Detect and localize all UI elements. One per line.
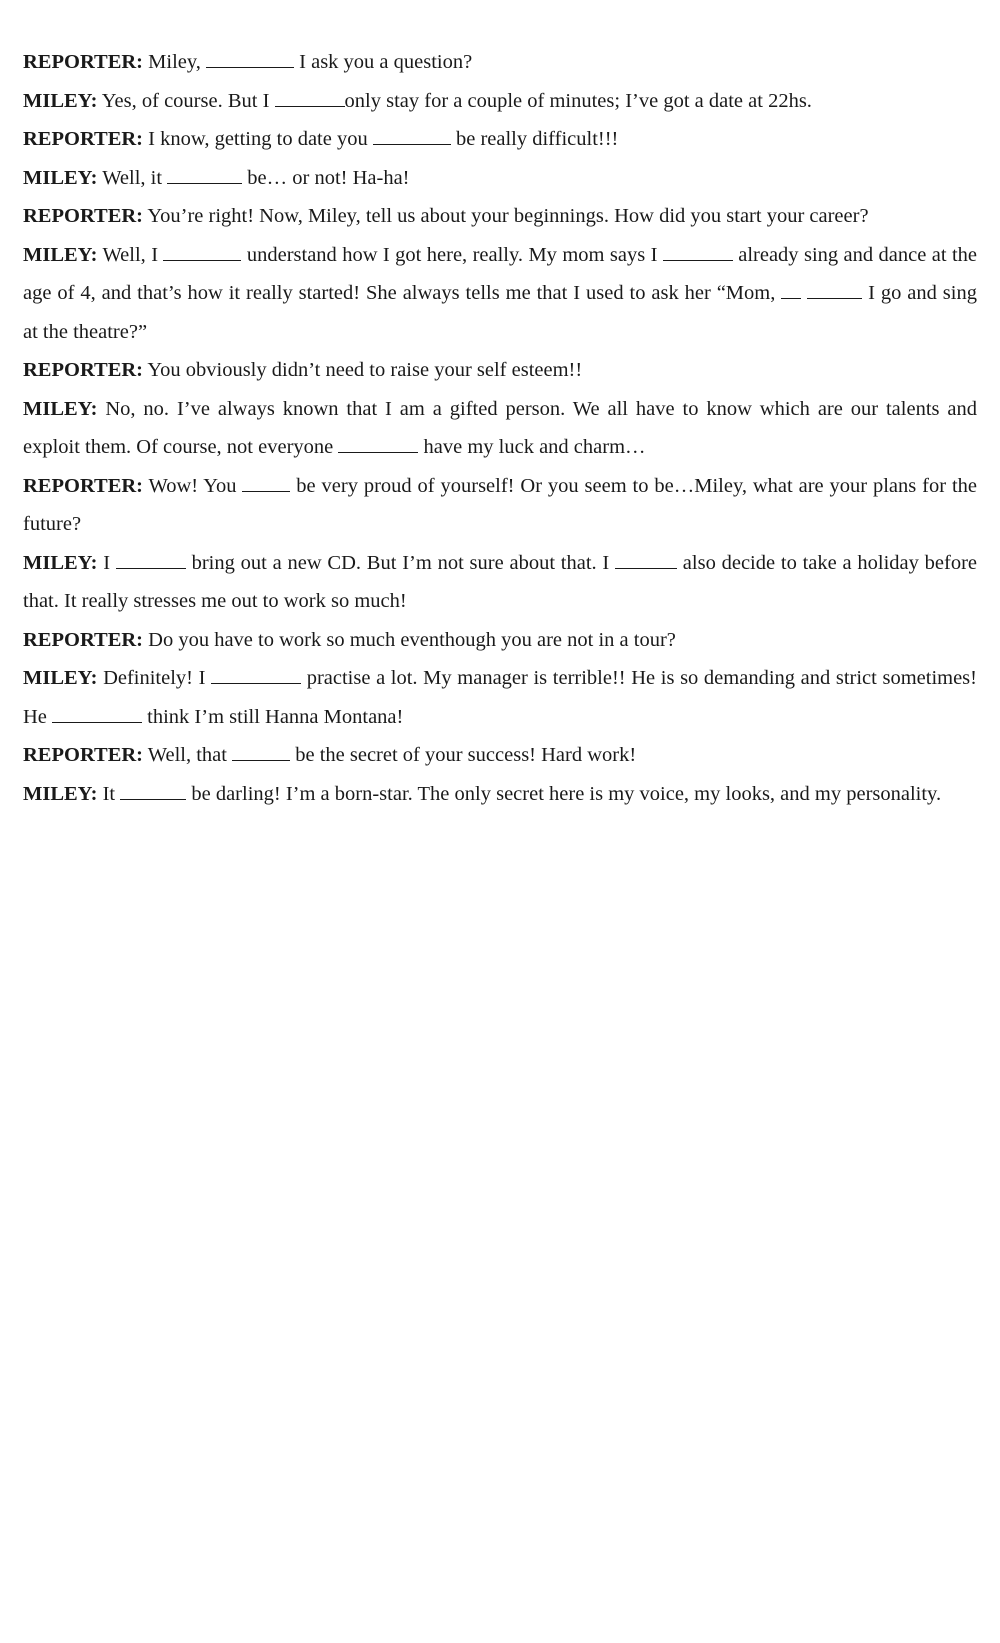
dialogue-text: understand how I got here, really. My mom says I xyxy=(241,243,663,266)
speaker-label: MILEY: xyxy=(23,166,98,189)
dialogue-text: Definitely! I xyxy=(97,667,212,689)
speaker-label: REPORTER: xyxy=(23,628,144,651)
dialogue-line xyxy=(23,659,977,736)
speaker-label: REPORTER: xyxy=(23,128,144,150)
dialogue-text: Wow! You xyxy=(143,474,243,497)
answer-blank[interactable] xyxy=(52,702,142,723)
dialogue-text: Well, it xyxy=(97,166,168,189)
dialogue-text: Do you have to work so much eventhough you are not in a tour? xyxy=(143,628,676,651)
dialogue-line xyxy=(23,120,977,159)
dialogue-line xyxy=(23,544,977,621)
dialogue-text: be darling! I’m a born-star. The only secret here is my voice, my looks, and my personality. xyxy=(186,782,942,805)
dialogue-line xyxy=(23,775,977,814)
answer-blank[interactable] xyxy=(373,124,451,145)
dialogue-text: You obviously didn’t need to raise your self esteem!! xyxy=(143,359,583,381)
answer-blank[interactable] xyxy=(211,663,301,684)
answer-blank[interactable] xyxy=(163,240,241,261)
dialogue-text: Well, that xyxy=(143,744,233,766)
speaker-label: MILEY: xyxy=(23,397,98,420)
speaker-label: REPORTER: xyxy=(23,744,144,766)
answer-blank[interactable] xyxy=(781,278,801,299)
answer-blank[interactable] xyxy=(275,86,345,107)
speaker-label: REPORTER: xyxy=(23,205,144,227)
dialogue-line xyxy=(23,351,977,390)
dialogue-text: Yes, of course. But I xyxy=(97,89,275,112)
dialogue-text: I xyxy=(97,551,116,574)
dialogue-text: be… or not! Ha-ha! xyxy=(242,166,410,189)
answer-blank[interactable] xyxy=(338,432,418,453)
answer-blank[interactable] xyxy=(167,163,242,184)
answer-blank[interactable] xyxy=(242,471,290,492)
dialogue-text: You’re right! Now, Miley, tell us about your beginnings. How did you start your career? xyxy=(143,205,869,227)
dialogue-line xyxy=(23,197,977,236)
dialogue-text: think I’m still Hanna Montana! xyxy=(142,705,404,728)
speaker-label: REPORTER: xyxy=(23,359,144,381)
dialogue-text: practise a lot. My manager is terrible!! He is so demanding and strict sometimes! He xyxy=(23,667,977,728)
dialogue-text: be very proud of yourself! Or you seem to be…Miley, what are your plans for the future? xyxy=(23,474,977,535)
answer-blank[interactable] xyxy=(615,548,677,569)
speaker-label: MILEY: xyxy=(23,89,98,112)
speaker-label: MILEY: xyxy=(23,243,98,266)
dialogue-line xyxy=(23,43,977,82)
dialogue-text: be really difficult!!! xyxy=(450,128,619,150)
dialogue-text: also decide to take a holiday before that. It really stresses me out to work so much! xyxy=(23,551,977,612)
dialogue-text: already sing and dance at the age of 4, and that’s how it really started! She always tells me that I used to ask her “Mom, xyxy=(23,243,978,304)
answer-blank[interactable] xyxy=(120,779,186,800)
dialogue-text: I go and sing at the theatre?” xyxy=(23,282,977,343)
dialogue-text: only stay for a couple of minutes; I’ve got a date at 22hs. xyxy=(344,89,812,112)
dialogue-text: I know, getting to date you xyxy=(143,128,373,150)
dialogue-text: Miley, xyxy=(143,51,207,73)
dialogue-line xyxy=(23,621,977,660)
answer-blank[interactable] xyxy=(232,740,290,761)
dialogue-text: have my luck and charm… xyxy=(418,436,646,458)
speaker-label: MILEY: xyxy=(23,782,98,805)
answer-blank[interactable] xyxy=(206,47,294,68)
dialogue-text: Well, I xyxy=(97,243,164,266)
dialogue-line xyxy=(23,159,977,198)
answer-blank[interactable] xyxy=(663,240,733,261)
dialogue-line xyxy=(23,736,977,775)
dialogue-text: be the secret of your success! Hard work! xyxy=(290,744,637,766)
speaker-label: REPORTER: xyxy=(23,474,144,497)
dialogue-text: It xyxy=(97,782,121,805)
dialogue-line xyxy=(23,236,977,352)
speaker-label: MILEY: xyxy=(23,667,98,689)
answer-blank[interactable] xyxy=(807,278,862,299)
speaker-label: MILEY: xyxy=(23,551,98,574)
dialogue-line xyxy=(23,390,977,467)
dialogue-text: I ask you a question? xyxy=(294,51,473,73)
dialogue-line xyxy=(23,82,977,121)
speaker-label: REPORTER: xyxy=(23,51,144,73)
answer-blank[interactable] xyxy=(116,548,186,569)
dialogue-text: No, no. I’ve always known that I am a gifted person. We all have to know which are our talents and exploit them. Of course, not everyone xyxy=(23,397,977,458)
dialogue-line xyxy=(23,467,977,544)
dialogue-text: bring out a new CD. But I’m not sure about that. I xyxy=(185,551,616,574)
worksheet-dialogue xyxy=(23,43,977,813)
